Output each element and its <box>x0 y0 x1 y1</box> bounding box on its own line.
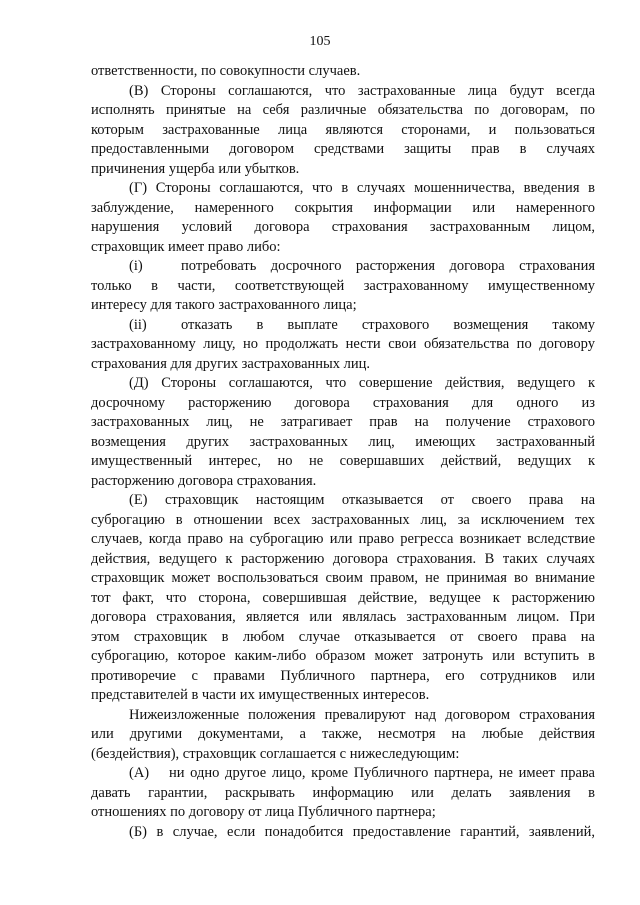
clause-text: Стороны соглашаются, что совершение действия, ведущего к <box>161 375 595 391</box>
paragraph-line <box>91 823 595 843</box>
paragraph-line: застрахованному лицу, но продолжать нести свои обязательства по договору <box>91 336 595 352</box>
paragraph-line <box>91 491 595 511</box>
paragraph-line: которым застрахованные лица являются сторонами, и пользоваться <box>91 121 595 138</box>
clause-text: ни одно другое лицо, кроме Публичного партнера, не имеет права <box>169 765 595 781</box>
paragraph-line: или другими документами, а также, несмотря на любые действия <box>91 726 595 742</box>
paragraph-line <box>91 82 595 102</box>
paragraph-line: этом страховщик в любом случае отказывается от своего права на <box>91 628 595 645</box>
paragraph-line: суброгацию, которое каким-либо образом может затронуть или вступить в <box>91 648 595 664</box>
clause-label: (Г) <box>129 180 148 196</box>
paragraph-line: страхования для других застрахованных лиц. <box>91 355 371 372</box>
paragraph-line: Нижеизложенные положения превалируют над договором страхования <box>129 706 595 723</box>
clause-text: Стороны соглашаются, что застрахованные лица будут всегда <box>160 82 595 99</box>
paragraph-line: давать гарантии, раскрывать информацию или делать заявления в <box>91 784 595 801</box>
clause-text: Стороны соглашаются, что в случаях мошенничества, введения в <box>155 180 595 196</box>
paragraph-line <box>91 179 595 199</box>
paragraph-line: застрахованных лиц, не затрагивает прав на получение страхового <box>91 414 595 430</box>
paragraph-line: имущественный интерес, но не совершавших действий, ведущих к <box>91 453 595 469</box>
document-body <box>91 62 595 842</box>
clause-label: (Е) <box>129 492 148 508</box>
paragraph-line: досрочному расторжению договора страхования для одного из <box>91 394 595 411</box>
paragraph-line: заблуждение, намеренного сокрытия информации или намеренного <box>91 199 595 216</box>
paragraph-line: предоставленными договором средствами защиты прав в случаях <box>91 141 595 157</box>
clause-label: (Д) <box>129 375 149 391</box>
clause-label: (ii) <box>129 316 147 333</box>
paragraph-line: суброгацию в отношении всех застрахованных лиц, за исключением тех <box>91 511 595 528</box>
paragraph-line: страховщик может воспользоваться своим правом, не принимая во внимание <box>91 570 595 586</box>
paragraph-line: нарушения условий договора страхования застрахованным лицом, <box>91 219 595 235</box>
paragraph-line <box>91 257 595 277</box>
paragraph-line: расторжению договора страхования. <box>91 472 317 489</box>
paragraph-line: договора страхования, является или являлась застрахованным лицом. При <box>91 609 595 625</box>
clause-label: (i) <box>129 258 143 274</box>
paragraph-line: отношениях по договору от лица Публичного партнера; <box>91 804 436 820</box>
paragraph-line: действия, ведущего к расторжению договора страхования. В таких случаях <box>91 550 595 567</box>
clause-label: (Б) <box>129 823 147 840</box>
clause-text: в случае, если понадобится предоставление гарантий, заявлений, <box>156 823 595 840</box>
paragraph-line: представителей в части их имущественных интересов. <box>91 687 430 703</box>
paragraph-line: возмещения других застрахованных лиц, имеющих застрахованный <box>91 433 595 450</box>
paragraph-line: исполнять принятые на себя различные обязательства по договорам, по <box>91 102 595 118</box>
paragraph-line: противоречие с правами Публичного партнера, его сотрудников или <box>91 667 595 684</box>
paragraph-line: причинения ущерба или убытков. <box>91 160 300 177</box>
clause-label: (А) <box>129 765 150 781</box>
paragraph-line <box>91 374 595 394</box>
paragraph-line: ответственности, по совокупности случаев. <box>91 63 361 79</box>
clause-text: потребовать досрочного расторжения договора страхования <box>181 258 595 274</box>
paragraph-line <box>91 764 595 784</box>
paragraph-line <box>91 316 595 336</box>
clause-text: отказать в выплате страхового возмещения такому <box>181 316 595 333</box>
paragraph-line: тот факт, что сторона, совершившая действие, ведущее к расторжению <box>91 589 595 606</box>
page-number: 105 <box>309 34 331 49</box>
paragraph-line: только в части, соответствующей застрахованному имущественному <box>91 277 595 294</box>
paragraph-line: интересу для такого застрахованного лица; <box>91 297 357 313</box>
paragraph-line: страховщик имеет право либо: <box>91 238 281 255</box>
paragraph-line: (бездействия), страховщик соглашается с нижеследующим: <box>91 745 460 762</box>
clause-label: (В) <box>129 82 149 99</box>
paragraph-line: случаев, когда право на суброгацию или право регресса возникает вследствие <box>91 531 595 547</box>
clause-text: страховщик настоящим отказывается от своего права на <box>164 492 595 508</box>
